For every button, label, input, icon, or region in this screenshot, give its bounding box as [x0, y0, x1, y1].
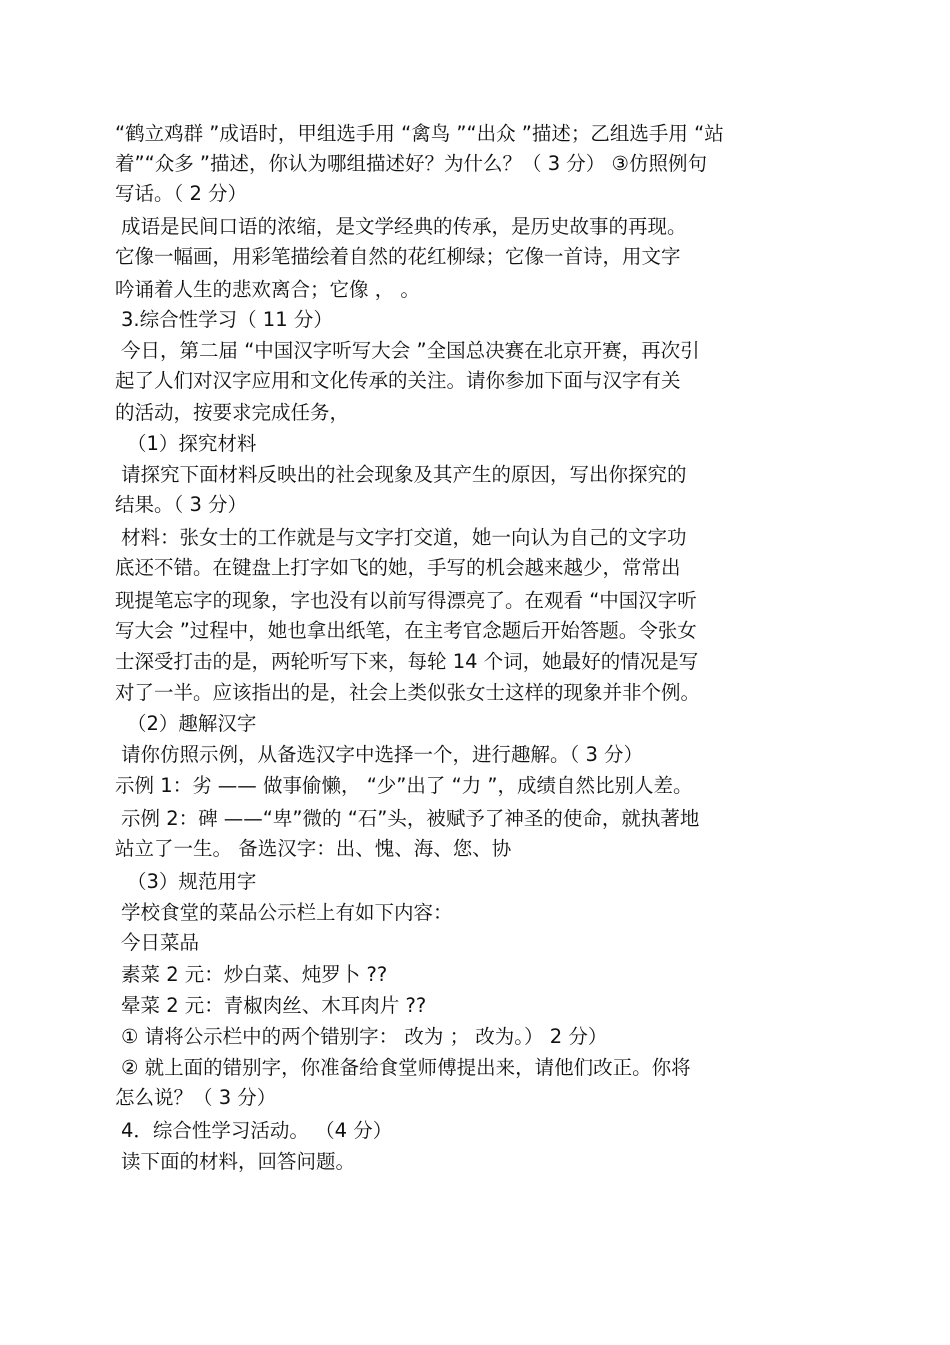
text-line: 素菜 2 元：炒白菜、炖罗卜 ??	[121, 963, 388, 986]
text-line: 示例 1：劣 —— 做事偷懒， “少”出了 “力 ”，成绩自然比别人差。	[115, 774, 693, 797]
text-line: ① 请将公示栏中的两个错别字： 改为 ； 改为。） 2 分）	[121, 1025, 608, 1048]
text-line: 站立了一生。 备选汉字：出、愧、海、您、协	[115, 837, 512, 860]
subsection-heading: （2）趣解汉字	[127, 712, 257, 735]
section-heading: 4．综合性学习活动。 （4 分）	[121, 1119, 393, 1142]
text-line: 写话。（ 2 分）	[115, 182, 248, 205]
text-line: 的活动，按要求完成任务，	[115, 401, 350, 424]
text-line: 读下面的材料，回答问题。	[121, 1150, 356, 1173]
text-line: 学校食堂的菜品公示栏上有如下内容：	[121, 901, 453, 924]
text-line: 怎么说？（ 3 分）	[115, 1086, 277, 1109]
text-line: ② 就上面的错别字，你准备给食堂师傅提出来，请他们改正。你将	[121, 1056, 691, 1079]
text-line: 材料：张女士的工作就是与文字打交道，她一向认为自己的文字功	[121, 526, 687, 549]
text-line: 底还不错。在键盘上打字如飞的她，手写的机会越来越少，常常出	[115, 556, 681, 579]
subsection-heading: （1）探究材料	[127, 432, 257, 455]
text-line: 请你仿照示例，从备选汉字中选择一个，进行趣解。（ 3 分）	[121, 743, 644, 766]
text-line: 今日菜品	[121, 931, 200, 954]
text-line: 着”“众多 ”描述，你认为哪组描述好？为什么？（ 3 分） ③仿照例句	[115, 152, 707, 175]
section-heading: 3.综合性学习（ 11 分）	[121, 308, 333, 331]
text-line: 它像一幅画，用彩笔描绘着自然的花红柳绿；它像一首诗，用文字	[115, 245, 681, 268]
text-line: 起了人们对汉字应用和文化传承的关注。请你参加下面与汉字有关	[115, 369, 681, 392]
text-line: 结果。（ 3 分）	[115, 493, 248, 516]
text-line: 示例 2：碑 ——“卑”微的 “石”头，被赋予了神圣的使命，就执著地	[121, 807, 700, 830]
text-line: 吟诵着人生的悲欢离合；它像 ， 。	[115, 278, 420, 301]
text-line: 写大会 ”过程中，她也拿出纸笔，在主考官念题后开始答题。令张女	[115, 619, 697, 642]
text-line: 今日，第二届 “中国汉字听写大会 ”全国总决赛在北京开赛，再次引	[121, 339, 700, 362]
text-line: 对了一半。应该指出的是，社会上类似张女士这样的现象并非个例。	[115, 681, 701, 704]
text-line: 现提笔忘字的现象，字也没有以前写得漂亮了。在观看 “中国汉字听	[115, 589, 697, 612]
text-line: 晕菜 2 元：青椒肉丝、木耳肉片 ??	[121, 994, 427, 1017]
subsection-heading: （3）规范用字	[127, 870, 257, 893]
text-line: “鹤立鸡群 ”成语时，甲组选手用 “禽鸟 ”“出众 ”描述；乙组选手用 “站	[115, 122, 724, 145]
text-line: 请探究下面材料反映出的社会现象及其产生的原因，写出你探究的	[121, 463, 687, 486]
text-line: 士深受打击的是，两轮听写下来，每轮 14 个词，她最好的情况是写	[115, 650, 699, 673]
text-line: 成语是民间口语的浓缩，是文学经典的传承，是历史故事的再现。	[121, 215, 687, 238]
